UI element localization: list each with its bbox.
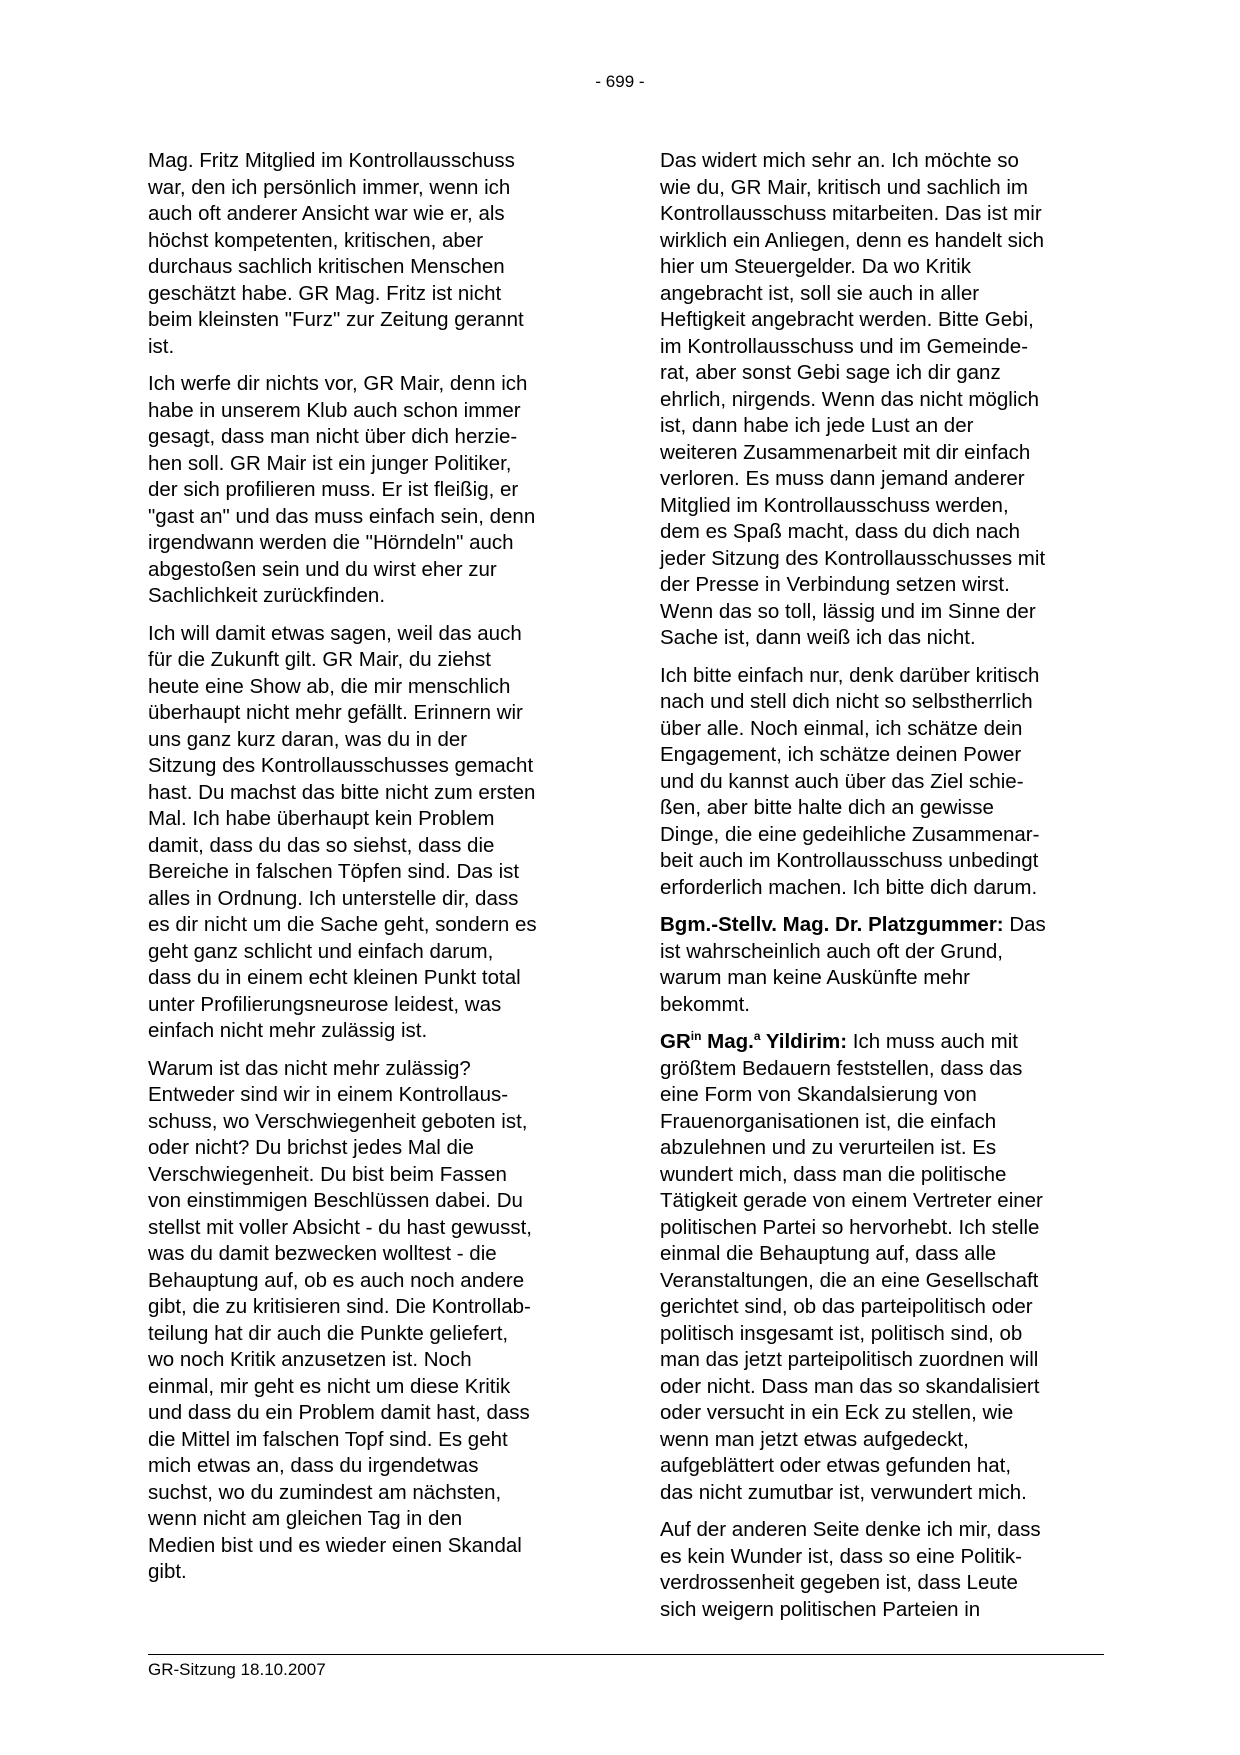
left-column (148, 148, 588, 1597)
page-number: - 699 - (595, 72, 645, 91)
speaker-name: Bgm.-Stellv. Mag. Dr. Platzgummer: (660, 913, 1004, 936)
speech-text: Das ist wahrscheinlich auch oft der Grund, warum man keine Auskünfte mehr bekommt. (660, 913, 1046, 1016)
speech-platzgummer (660, 912, 1100, 1018)
paragraph: Mag. Fritz Mitglied im Kontrollausschuss war, den ich persönlich immer, wenn ich auch oft anderer Ansicht war wie er, als höchst kompetenten, kritischen, aber durchaus sachlich kritischen Menschen geschätzt habe. GR Mag. Fritz ist nicht beim kleinsten "Furz" zur Zeitung gerannt ist. (148, 149, 524, 358)
paragraph: Ich bitte einfach nur, denk darüber kritisch nach und stell dich nicht so selbstherrlich über alle. Noch einmal, ich schätze dein Engagement, ich schätze deinen Power und du kannst auch über das Ziel schie- ßen, aber bitte halte dich an gewisse Dinge, die eine gedeihliche Zusammenar- beit auch im Kontrollausschuss unbedingt erforderlich machen. Ich bitte dich darum. (660, 663, 1040, 899)
footer-text: GR-Sitzung 18.10.2007 (148, 1660, 326, 1679)
right-column (660, 148, 1100, 1634)
paragraph: Ich will damit etwas sagen, weil das auch für die Zukunft gilt. GR Mair, du ziehst heute eine Show ab, die mir menschlich überhaupt nicht mehr gefällt. Erinnern wir uns ganz kurz daran, was du in der Sitzung des Kontrollausschusses gemacht hast. Du machst das bitte nicht zum ersten Mal. Ich habe überhaupt kein Problem damit, dass du das so siehst, dass die Bereiche in falschen Töpfen sind. Das ist alles in Ordnung. Ich unterstelle dir, dass es dir nicht um die Sache geht, sondern es geht ganz schlicht und einfach darum, dass du in einem echt kleinen Punkt total unter Profilierungsneurose leidest, was einfach nicht mehr zulässig ist. (148, 621, 537, 1042)
footer-divider (148, 1654, 1104, 1655)
paragraph: Ich werfe dir nichts vor, GR Mair, denn ich habe in unserem Klub auch schon immer gesagt, dass man nicht über dich herzie- hen soll. GR Mair ist ein junger Politiker, der sich profilieren muss. Er ist fleißig, er "gast an" und das muss einfach sein, denn irgendwann werden die "Hörndeln" auch abgestoßen sein und du wirst eher zur Sachlichkeit zurückfinden. (148, 372, 536, 607)
speech-text: Ich muss auch mit größtem Bedauern feststellen, dass das eine Form von Skandalsierung von Frauenorganisationen ist, die einfach abzulehnen und zu verurteilen ist. Es wundert mich, dass man die politische Tätigkeit gerade von einem Vertreter einer politischen Partei so hervorhebt. Ich stelle einmal die Behauptung auf, dass alle Veranstaltungen, die an eine Gesellschaft gerichtet sind, ob das parteipolitisch oder politisch insgesamt ist, politisch sind, ob man das jetzt parteipolitisch zuordnen will oder nicht. Dass man das so skandalisiert oder versucht in ein Eck zu stellen, wie wenn man jetzt etwas aufgedeckt, aufgeblättert oder etwas gefunden hat, das nicht zumutbar ist, verwundert mich. (660, 1030, 1043, 1504)
paragraph: Auf der anderen Seite denke ich mir, dass es kein Wunder ist, dass so eine Politik- verdrossenheit gegeben ist, dass Leute sich weigern politischen Parteien in (660, 1518, 1041, 1621)
speaker-surname: Yildirim: (760, 1030, 848, 1053)
paragraph: Das widert mich sehr an. Ich möchte so wie du, GR Mair, kritisch und sachlich im Kontrollausschuss mitarbeiten. Das ist mir wirklich ein Anliegen, denn es handelt sich hier um Steuergelder. Da wo Kritik angebracht ist, soll sie auch in aller Heftigkeit angebracht werden. Bitte Gebi, im Kontrollausschuss und im Gemeinde- rat, aber sonst Gebi sage ich dir ganz ehrlich, nirgends. Wenn das nicht möglich ist, dann habe ich jede Lust an der weiteren Zusammenarbeit mit dir einfach verloren. Es muss dann jemand anderer Mitglied im Kontrollausschuss werden, dem es Spaß macht, dass du dich nach jeder Sitzung des Kontrollausschusses mit der Presse in Verbindung setzen wirst. Wenn das so toll, lässig und im Sinne der Sache ist, dann weiß ich das nicht. (660, 149, 1046, 649)
speaker-title-superscript: in (690, 1029, 702, 1044)
speaker-title: GR (660, 1030, 691, 1053)
speech-yildirim (660, 1029, 1100, 1506)
speaker-degree: Mag. (701, 1030, 754, 1053)
paragraph: Warum ist das nicht mehr zulässig? Entweder sind wir in einem Kontrollaus- schuss, wo Verschwiegenheit geboten ist, oder nicht? Du brichst jedes Mal die Verschwiegenheit. Du bist beim Fassen von einstimmigen Beschlüssen dabei. Du stellst mit voller Absicht - du hast gewusst, was du damit bezwecken wolltest - die Behauptung auf, ob es auch noch andere gibt, die zu kritisieren sind. Die Kontrollab- teilung hat dir auch die Punkte geliefert, wo noch Kritik anzusetzen ist. Noch einmal, mir geht es nicht um diese Kritik und dass du ein Problem damit hast, dass die Mittel im falschen Topf sind. Es geht mich etwas an, dass du irgendetwas suchst, wo du zumindest am nächsten, wenn nicht am gleichen Tag in den Medien bist und es wieder einen Skandal gibt. (148, 1056, 532, 1583)
speaker-name (660, 1030, 847, 1053)
speaker-degree-superscript: a (753, 1029, 761, 1044)
